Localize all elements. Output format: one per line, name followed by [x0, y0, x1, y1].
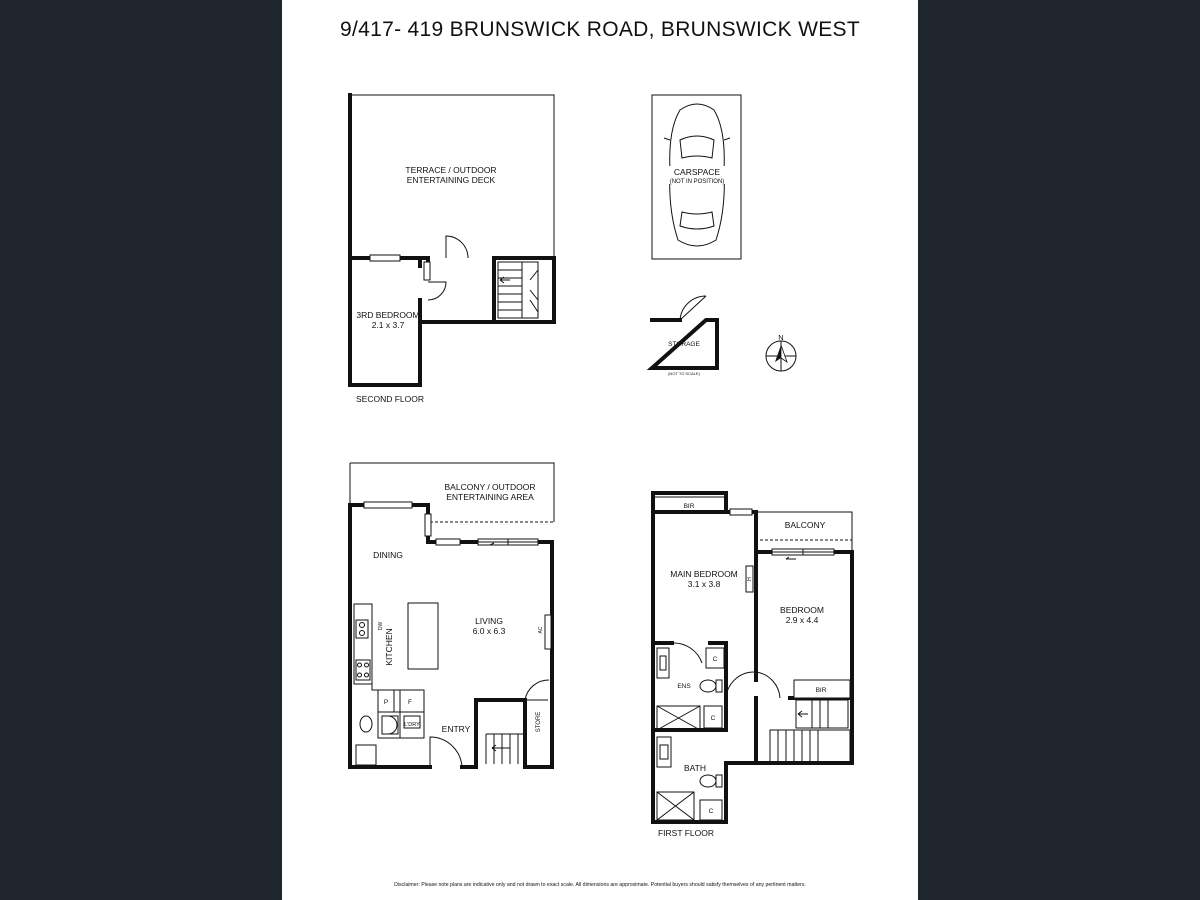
- pantry-label: P: [383, 699, 389, 706]
- door-swing: [446, 236, 468, 258]
- terrace-label-line2: ENTERTAINING DECK: [406, 175, 496, 185]
- stairs-first-floor: [770, 700, 850, 762]
- storage: [652, 296, 717, 376]
- cupboard-label-2: C: [710, 715, 716, 722]
- kitchen-label: KITCHEN: [384, 628, 394, 666]
- door-swing: [428, 282, 446, 300]
- main-bedroom-label: MAIN BEDROOM: [670, 569, 738, 579]
- carspace-label: CARSPACE: [673, 167, 721, 177]
- first-floor-label: FIRST FLOOR: [657, 828, 715, 838]
- property-address-title: 9/417- 419 BRUNSWICK ROAD, BRUNSWICK WEST: [340, 18, 860, 41]
- bedroom-label: BEDROOM: [780, 605, 824, 615]
- ground-floor-plan: [350, 463, 554, 767]
- second-floor-plan: [350, 95, 554, 404]
- dining-label: DINING: [373, 550, 403, 560]
- carspace-note: (NOT IN POSITION): [669, 179, 725, 185]
- ac-label: AC: [538, 626, 544, 634]
- terrace-label-line1: TERRACE / OUTDOOR: [405, 165, 497, 175]
- window: [436, 539, 460, 545]
- storage-label: STORAGE: [668, 341, 700, 348]
- door-swing: [726, 672, 780, 700]
- window: [425, 514, 431, 536]
- ensuite-label: ENS: [677, 683, 691, 690]
- stairs-second-floor: [498, 262, 538, 318]
- bir-right-label: BIR: [815, 687, 827, 694]
- bedroom3-size: 2.1 x 3.7: [371, 320, 405, 330]
- balcony-label-line1: BALCONY / OUTDOOR: [444, 482, 536, 492]
- stairs-ground-floor: [486, 734, 526, 764]
- door-swing: [430, 737, 462, 767]
- fridge-label: F: [408, 699, 412, 706]
- second-floor-label: SECOND FLOOR: [355, 394, 425, 404]
- laundry-label: L'DRY: [404, 722, 420, 728]
- dishwasher-label: DW: [378, 621, 384, 631]
- balcony-label-line2: ENTERTAINING AREA: [446, 492, 534, 502]
- window: [364, 502, 412, 508]
- first-floor-balcony-label: BALCONY: [784, 520, 826, 530]
- store-label: STORE: [536, 711, 542, 733]
- door-swing: [680, 296, 706, 320]
- bedroom3-label: 3RD BEDROOM: [356, 310, 420, 320]
- main-bedroom-size: 3.1 x 3.8: [687, 579, 721, 589]
- living-label: LIVING: [475, 616, 503, 626]
- bedroom-size: 2.9 x 4.4: [785, 615, 819, 625]
- cupboard-label-1: C: [712, 656, 718, 663]
- window: [370, 255, 400, 261]
- compass-north-label: N: [778, 333, 784, 342]
- disclaimer-text: Disclaimer: Please note plans are indicative only and not drawn to exact scale. All dimensions are approximate. Potential buyers should satisfy themselves of any pertinent matters.: [394, 882, 806, 888]
- entry-label: ENTRY: [441, 724, 471, 734]
- carspace: [652, 95, 741, 259]
- door-frame: [424, 262, 430, 280]
- bath-label: BATH: [683, 763, 707, 773]
- window: [730, 509, 752, 515]
- door-swing: [672, 643, 702, 663]
- cupboard-label-3: C: [708, 808, 714, 815]
- heater-label: H: [747, 577, 753, 581]
- first-floor-plan: [653, 493, 852, 838]
- storage-scale-note: (NOT TO SCALE): [668, 371, 700, 376]
- north-compass-icon: [766, 333, 796, 371]
- bir-top-label: BIR: [683, 503, 695, 510]
- door-swing: [525, 680, 549, 700]
- living-size: 6.0 x 6.3: [472, 626, 506, 636]
